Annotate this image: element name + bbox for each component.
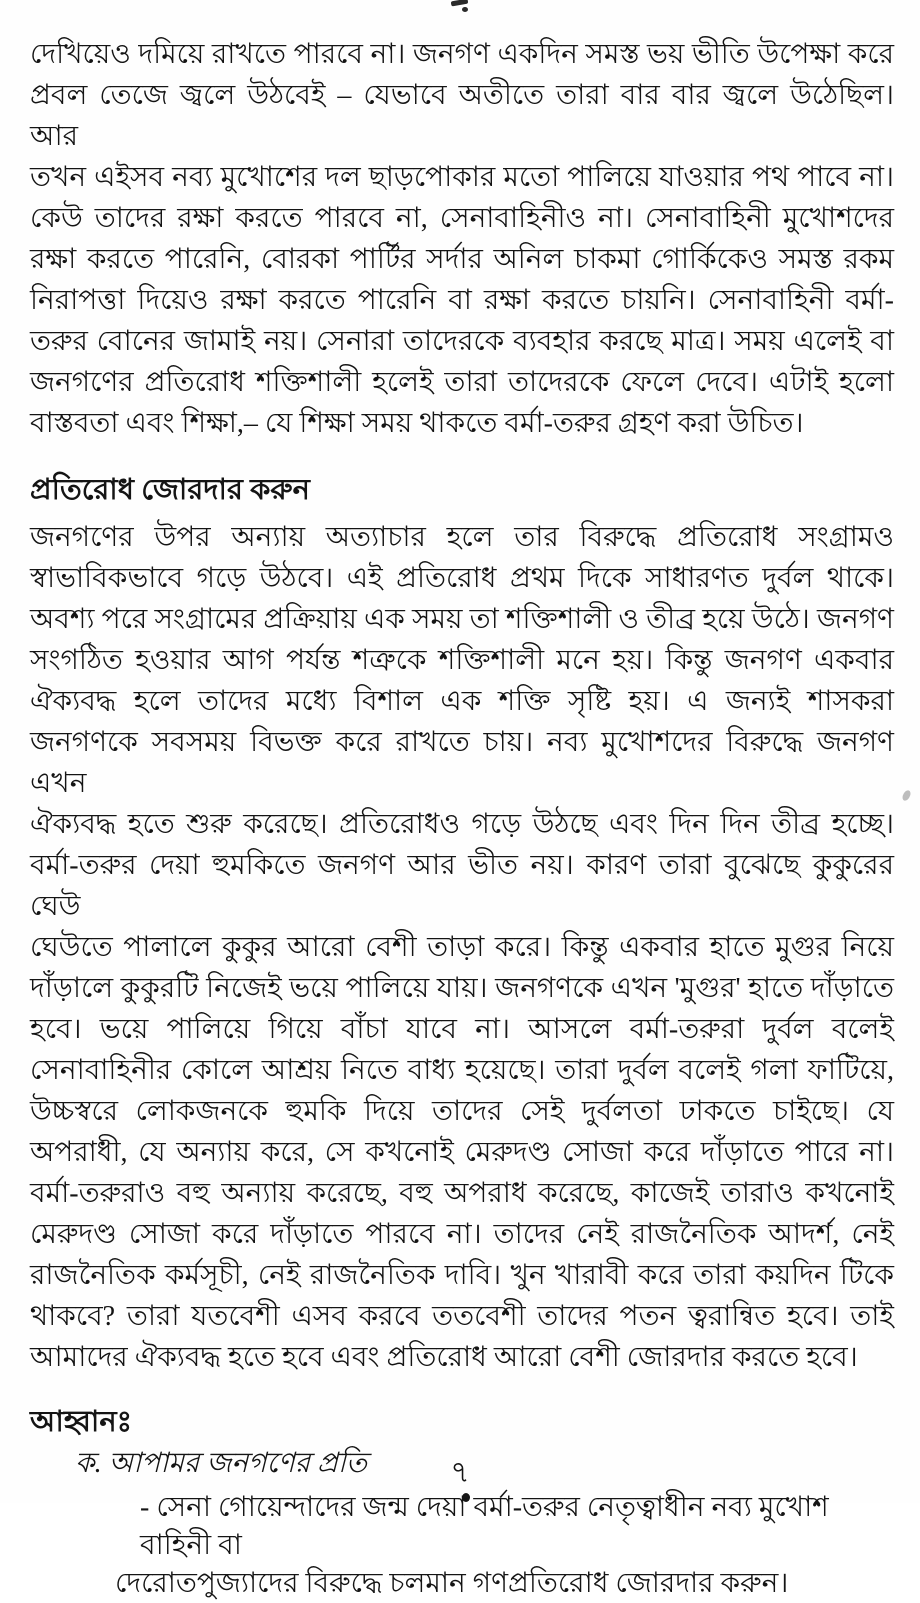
text-line: উচ্চস্বরে লোকজনকে হুমকি দিয়ে তাদের সেই দুর্বলতা ঢাকতে চাইছে। যে	[30, 1096, 894, 1127]
text-line: রাজনৈতিক কর্মসূচী, নেই রাজনৈতিক দাবি। খুন খারাবী করে তারা কয়দিন টিকে	[30, 1260, 894, 1291]
text-line: অবশ্য পরে সংগ্রামের প্রক্রিয়ায় এক সময় তা শক্তিশালী ও তীব্র হয়ে উঠে। জনগণ	[30, 604, 894, 635]
appeal-bullet-line: - সেনা গোয়েন্দাদের জন্ম দেয়া বর্মা-তরুর নেতৃত্বাধীন নব্য মুখোশ বাহিনী বা	[140, 1492, 829, 1561]
text-line: সংগঠিত হওয়ার আগ পর্যন্ত শত্রুকে শক্তিশালী মনে হয়। কিন্তু জনগণ একবার	[30, 645, 894, 676]
text-line: স্বাভাবিকভাবে গড়ে উঠবে। এই প্রতিরোধ প্রথম দিকে সাধারণত দুর্বল থাকে।	[30, 563, 894, 594]
text-line: সেনাবাহিনীর কোলে আশ্রয় নিতে বাধ্য হয়েছে। তারা দুর্বল বলেই গলা ফাটিয়ে,	[30, 1055, 894, 1086]
text-line: আমাদের ঐক্যবদ্ধ হতে হবে এবং প্রতিরোধ আরো বেশী জোরদার করতে হবে।	[30, 1342, 858, 1373]
text-line: জনগণের প্রতিরোধ শক্তিশালী হলেই তারা তাদেরকে ফেলে দেবে। এটাই হলো	[30, 367, 894, 398]
text-line: দাঁড়ালে কুকুরটি নিজেই ভয়ে পালিয়ে যায়। জনগণকে এখন 'মুগুর' হাতে দাঁড়াতে	[30, 973, 894, 1004]
appeal-subheading: ক. আপামর জনগণের প্রতি	[75, 1448, 367, 1479]
text-line: তখন এইসব নব্য মুখোশের দল ছাড়পোকার মতো পালিয়ে যাওয়ার পথ পাবে না।	[30, 162, 894, 193]
text-line: বাস্তবতা এবং শিক্ষা,– যে শিক্ষা সময় থাকতে বর্মা-তরুর গ্রহণ করা উচিত।	[30, 408, 804, 439]
text-line: হবে। ভয়ে পালিয়ে গিয়ে বাঁচা যাবে না। আসলে বর্মা-তরুরা দুর্বল বলেই	[30, 1014, 894, 1045]
text-line: রক্ষা করতে পারেনি, বোরকা পার্টির সর্দার অনিল চাকমা গোর্কিকেও সমস্ত রকম	[30, 244, 894, 275]
text-line: ঐক্যবদ্ধ হতে শুরু করেছে। প্রতিরোধও গড়ে উঠছে এবং দিন দিন তীব্র হচ্ছে।	[30, 809, 894, 840]
text-line: কেউ তাদের রক্ষা করতে পারবে না, সেনাবাহিনীও না। সেনাবাহিনী মুখোশদের	[30, 203, 894, 234]
paragraph-2	[30, 517, 894, 1378]
paragraph-1	[30, 34, 894, 444]
text-line: বর্মা-তরুরাও বহু অন্যায় করেছে, বহু অপরাধ করেছে, কাজেই তারাও কখনোই	[30, 1178, 894, 1209]
text-line: ঘেউতে পালালে কুকুর আরো বেশী তাড়া করে। কিন্তু একবার হাতে মুগুর নিয়ে	[30, 932, 894, 963]
appeal-bullet-line: দেরোতপুজ্যাদের বিরুদ্ধে চলমান গণপ্রতিরোধ জোরদার করুন।	[115, 1568, 789, 1599]
text-line: ঐক্যবদ্ধ হলে তাদের মধ্যে বিশাল এক শক্তি সৃষ্টি হয়। এ জন্যই শাসকরা	[30, 686, 894, 717]
text-line: অপরাধী, যে অন্যায় করে, সে কখনোই মেরুদণ্ড সোজা করে দাঁড়াতে পারে না।	[30, 1137, 894, 1168]
scan-artifact-right-smudge	[901, 789, 911, 802]
text-line: থাকবে? তারা যতবেশী এসব করবে ততবেশী তাদের পতন ত্বরান্বিত হবে। তাই	[30, 1301, 894, 1332]
text-line: প্রবল তেজে জ্বলে উঠবেই – যেভাবে অতীতে তারা বার বার জ্বলে উঠেছিল। আর	[30, 80, 894, 152]
text-line: বর্মা-তরুর দেয়া হুমকিতে জনগণ আর ভীত নয়। কারণ তারা বুঝেছে কুকুরের ঘেউ	[30, 850, 894, 922]
text-line: মেরুদণ্ড সোজা করে দাঁড়াতে পারবে না। তাদের নেই রাজনৈতিক আদর্শ, নেই	[30, 1219, 894, 1250]
page-number: ৭	[450, 1456, 470, 1489]
section-heading: প্রতিরোধ জোরদার করুন	[30, 474, 310, 506]
text-line: নিরাপত্তা দিয়েও রক্ষা করতে পারেনি বা রক্ষা করতে চায়নি। সেনাবাহিনী বর্মা-	[30, 285, 894, 316]
page-content	[30, 34, 894, 1603]
text-line: জনগণকে সবসময় বিভক্ত করে রাখতে চায়। নব্য মুখোশদের বিরুদ্ধে জনগণ এখন	[30, 727, 894, 799]
scan-artifact-top-dot	[462, 7, 468, 12]
scan-artifact-top-dash	[451, 0, 469, 6]
text-line: জনগণের উপর অন্যায় অত্যাচার হলে তার বিরুদ্ধে প্রতিরোধ সংগ্রামও	[30, 522, 894, 553]
text-line: দেখিয়েও দমিয়ে রাখতে পারবে না। জনগণ একদিন সমস্ত ভয় ভীতি উপেক্ষা করে	[30, 39, 894, 70]
appeal-heading: আহ্বানঃ	[30, 1406, 133, 1438]
text-line: তরুর বোনের জামাই নয়। সেনারা তাদেরকে ব্যবহার করছে মাত্র। সময় এলেই বা	[30, 326, 894, 357]
